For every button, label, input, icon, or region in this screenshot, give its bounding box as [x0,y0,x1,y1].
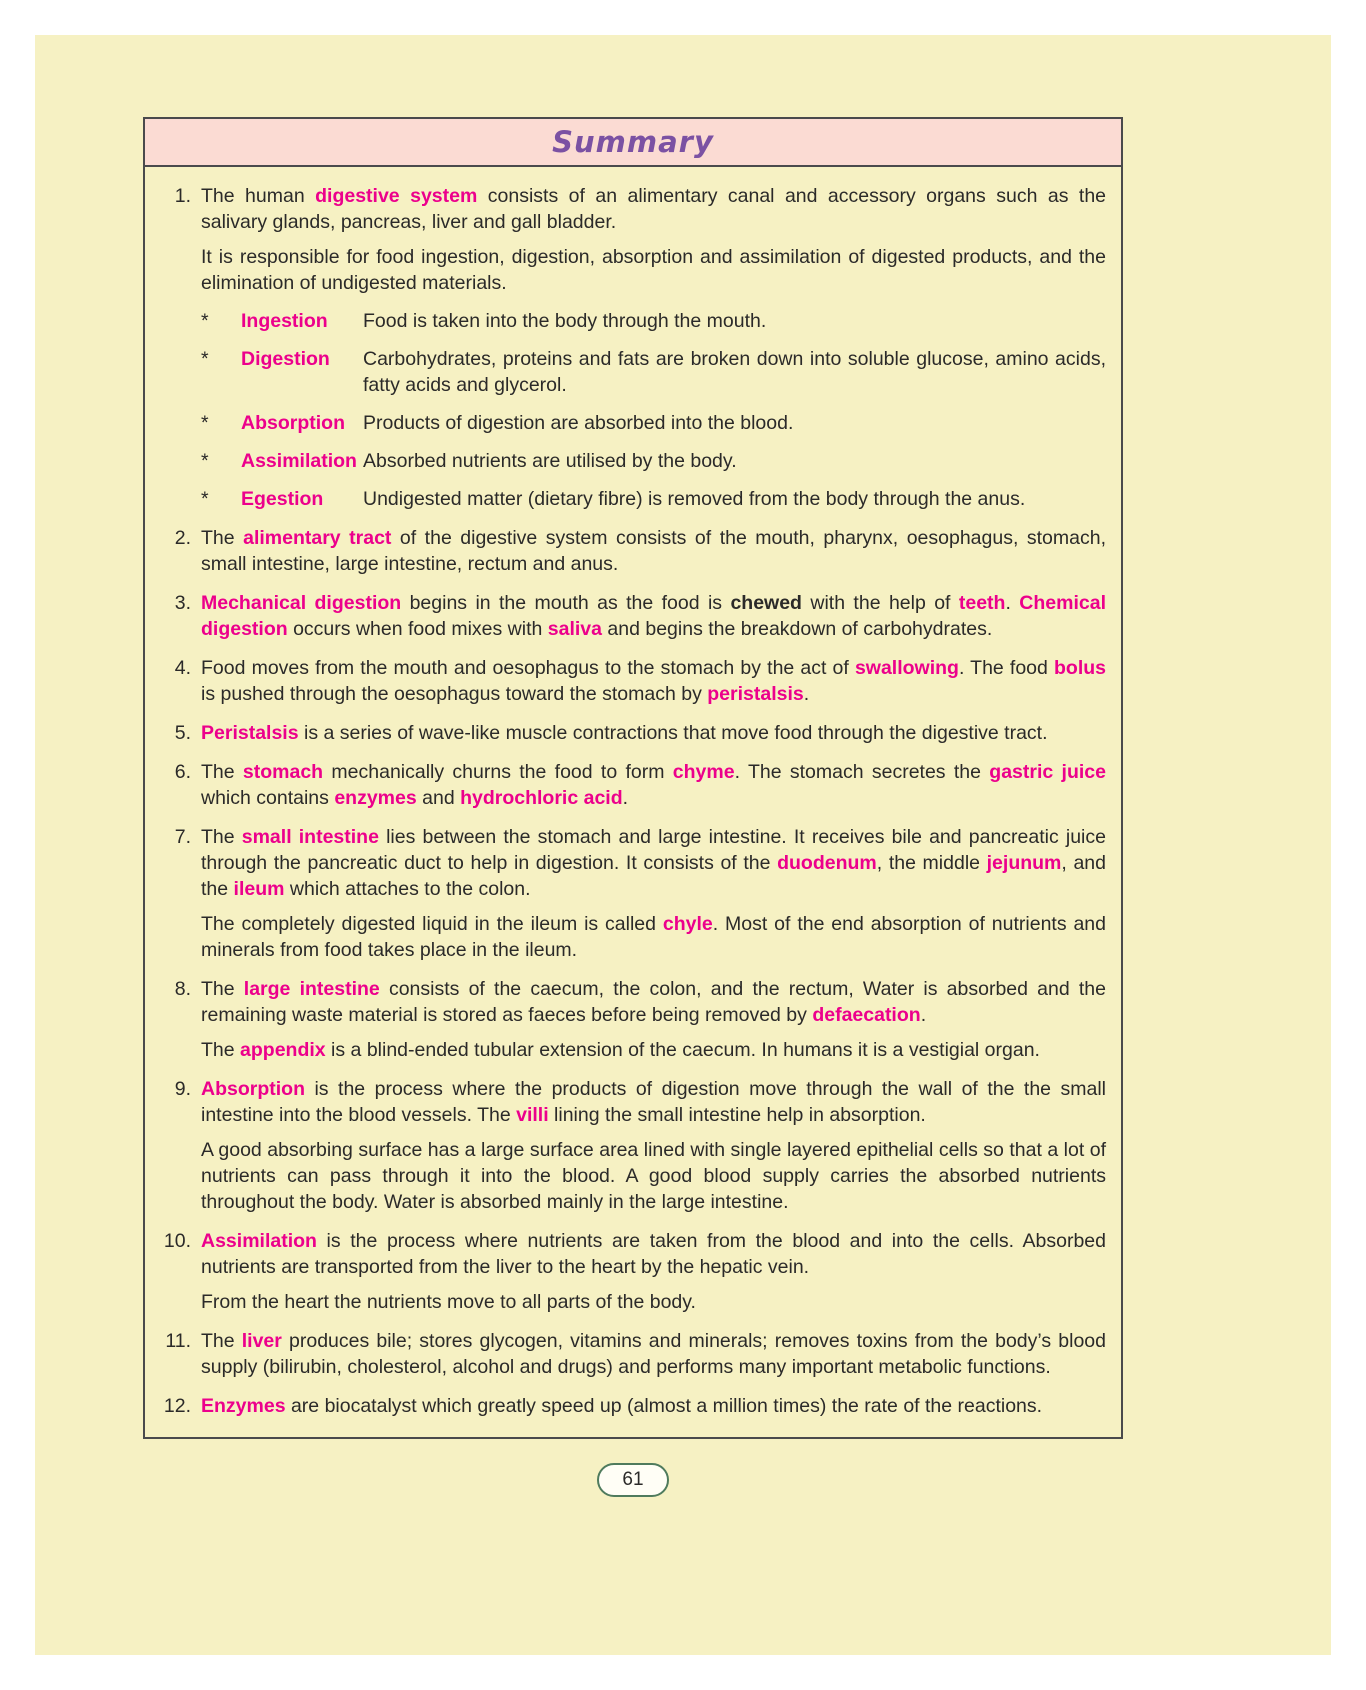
item-content [201,759,1106,811]
item-content [201,1076,1106,1215]
item-content [201,1393,1106,1419]
definition-bullet [201,410,1106,436]
text-segment: hydrochloric acid [460,787,623,809]
text-segment: jejunum [986,852,1062,874]
paragraph [201,911,1106,963]
text-segment: Enzymes [201,1395,286,1417]
text-segment: consists of the caecum, the colon, and the rectum, Water is absorbed and the remaining waste material is stored as faeces before being removed by [201,978,1106,1026]
item-content [201,720,1106,746]
text-segment: enzymes [334,787,417,809]
text-segment: teeth [958,592,1006,614]
definition-term: Digestion [241,348,330,370]
text-segment: defaecation [812,1004,921,1026]
text-segment: with the help of [801,592,959,614]
asterisk-marker: * [201,412,209,434]
page-footer [143,1463,1123,1497]
item-number: 12. [163,1395,191,1417]
paragraph [201,1393,1106,1419]
text-segment: of the digestive system consists of the mouth, pharynx, oesophagus, stomach, small intestine, large intestine, rectum and anus. [201,527,1106,575]
definition-bullet [201,346,1106,398]
summary-item [157,759,1106,811]
text-segment: bolus [1054,657,1107,679]
text-segment: large intestine [243,978,380,1000]
item-content [201,525,1106,577]
text-segment: Peristalsis [201,722,299,744]
definition-text: Absorbed nutrients are utilised by the body. [363,450,737,472]
paragraph [201,824,1106,902]
text-segment: It is responsible for food ingestion, digestion, absorption and assimilation of digested products, and the elimination of undigested materials. [201,246,1106,294]
item-number: 10. [163,1230,191,1252]
item-number: 5. [174,722,191,744]
text-segment: The human [201,185,316,207]
text-segment: The [201,826,242,848]
definition-text: Food is taken into the body through the mouth. [363,310,767,332]
text-segment: The [201,1330,242,1352]
text-segment: , and the [201,852,1106,900]
definition-bullet [201,308,1106,334]
paragraph [201,655,1106,707]
item-content [201,1328,1106,1380]
definition-bullet [201,486,1106,512]
text-segment: gastric juice [989,761,1106,783]
item-number: 8. [174,978,191,1000]
text-segment: and begins the breakdown of carbohydrates. [602,618,993,640]
asterisk-marker: * [201,450,209,472]
definition-text: Carbohydrates, proteins and fats are broken down into soluble glucose, amino acids, fatty acids and glycerol. [363,348,1106,396]
paragraph [201,183,1106,235]
asterisk-marker: * [201,488,209,510]
text-segment: A good absorbing surface has a large surface area lined with single layered epithelial cells so that a lot of nutrients can pass through it into the blood. A good blood supply carries the absorbed nutrients throughout the body. Water is absorbed mainly in the large intestine. [201,1139,1106,1213]
text-segment: The [201,978,244,1000]
summary-item [157,720,1106,746]
text-segment: Food moves from the mouth and oesophagus to the stomach by the act of [201,657,855,679]
summary-items [145,167,1121,1437]
text-segment: chewed [730,592,802,614]
text-segment: The completely digested liquid in the ileum is called [201,913,663,935]
text-segment: . [920,1004,927,1026]
page-background [35,35,1331,1655]
text-segment: digestive system [315,185,478,207]
text-segment: small intestine [241,826,379,848]
text-segment: is pushed through the oesophagus toward the stomach by [201,683,708,705]
text-segment: . [1005,592,1020,614]
summary-item [157,1328,1106,1380]
text-segment: The [201,1039,241,1061]
page-number-badge: 61 [597,1463,669,1497]
item-number: 2. [174,527,191,549]
definition-term: Egestion [241,488,324,510]
text-segment: lies between the stomach and large intestine. It receives bile and pancreatic juice through the pancreatic duct to help in digestion. It consists of the [201,826,1106,874]
text-segment: is the process where the products of digestion move through the wall of the the small intestine into the blood vessels. The [201,1078,1106,1126]
paragraph [201,1076,1106,1128]
text-segment: liver [241,1330,282,1352]
paragraph [201,1228,1106,1280]
definition-text: Undigested matter (dietary fibre) is removed from the body through the anus. [363,488,1026,510]
text-segment: appendix [240,1039,326,1061]
text-segment: is a blind-ended tubular extension of the caecum. In humans it is a vestigial organ. [325,1039,1040,1061]
text-segment: villi [516,1104,549,1126]
text-segment: is the process where nutrients are taken from the blood and into the cells. Absorbed nutrients are transported from the liver to the heart by the hepatic vein. [201,1230,1106,1278]
paragraph [201,759,1106,811]
text-segment: The [201,527,244,549]
definition-text: Products of digestion are absorbed into the blood. [363,412,794,434]
item-number: 7. [174,826,191,848]
paragraph [201,1037,1106,1063]
summary-item [157,183,1106,512]
text-segment: . The stomach secretes the [734,761,990,783]
text-segment: stomach [242,761,324,783]
summary-item [157,976,1106,1063]
definition-bullet [201,448,1106,474]
definition-term: Ingestion [241,310,328,332]
item-content [201,1228,1106,1315]
summary-title: Summary [552,125,714,159]
text-segment: and [416,787,461,809]
text-segment: saliva [547,618,602,640]
asterisk-marker: * [201,348,209,370]
text-segment: which contains [201,787,335,809]
text-segment: . Most of the end absorption of nutrients and minerals from food takes place in the ileum. [201,913,1106,961]
summary-item [157,1076,1106,1215]
text-segment: swallowing [854,657,959,679]
text-segment: begins in the mouth as the food is [401,592,731,614]
summary-item [157,655,1106,707]
item-number: 11. [165,1330,191,1352]
item-number: 4. [174,657,191,679]
text-segment: is a series of wave-like muscle contractions that move food through the digestive tract. [298,722,1048,744]
text-segment: Mechanical digestion [201,592,402,614]
text-segment: mechanically churns the food to form [323,761,673,783]
summary-item [157,1228,1106,1315]
item-number: 6. [174,761,191,783]
text-segment: From the heart the nutrients move to all parts of the body. [201,1291,696,1313]
text-segment: occurs when food mixes with [287,618,548,640]
summary-header [145,119,1121,167]
paragraph [201,590,1106,642]
text-segment: ileum [233,878,285,900]
paragraph [201,1289,1106,1315]
text-segment: chyme [672,761,735,783]
item-content [201,655,1106,707]
text-segment: peristalsis [707,683,804,705]
summary-box [143,117,1123,1439]
text-segment: duodenum [777,852,877,874]
text-segment: . [622,787,629,809]
text-segment: . [803,683,810,705]
paragraph [201,1137,1106,1215]
item-number: 1. [174,185,191,207]
summary-item [157,525,1106,577]
text-segment: . The food [958,657,1055,679]
item-content [201,824,1106,963]
asterisk-marker: * [201,310,209,332]
text-segment: Chemical digestion [201,592,1106,640]
paragraph [201,244,1106,296]
paragraph [201,1328,1106,1380]
text-segment: The [201,761,243,783]
item-number: 9. [174,1078,191,1100]
paragraph [201,525,1106,577]
text-segment: Assimilation [201,1230,317,1252]
text-segment: Absorption [201,1078,305,1100]
text-segment: produces bile; stores glycogen, vitamins and minerals; removes toxins from the body’s blood supply (bilirubin, cholesterol, alcohol and drugs) and performs many important metabolic functions. [201,1330,1106,1378]
text-segment: which attaches to the colon. [284,878,531,900]
text-segment: alimentary tract [243,527,392,549]
paragraph [201,720,1106,746]
definition-term: Absorption [241,412,345,434]
summary-item [157,590,1106,642]
item-number: 3. [174,592,191,614]
text-segment: chyle [662,913,713,935]
text-segment: consists of an alimentary canal and accessory organs such as the salivary glands, pancreas, liver and gall bladder. [201,185,1107,233]
summary-item [157,1393,1106,1419]
item-content [201,590,1106,642]
paragraph [201,976,1106,1028]
text-segment: are biocatalyst which greatly speed up (almost a million times) the rate of the reactions. [285,1395,1043,1417]
summary-item [157,824,1106,963]
item-content [201,976,1106,1063]
text-segment: lining the small intestine help in absorption. [548,1104,926,1126]
text-segment: , the middle [876,852,987,874]
item-content [201,183,1106,512]
definition-term: Assimilation [241,450,357,472]
